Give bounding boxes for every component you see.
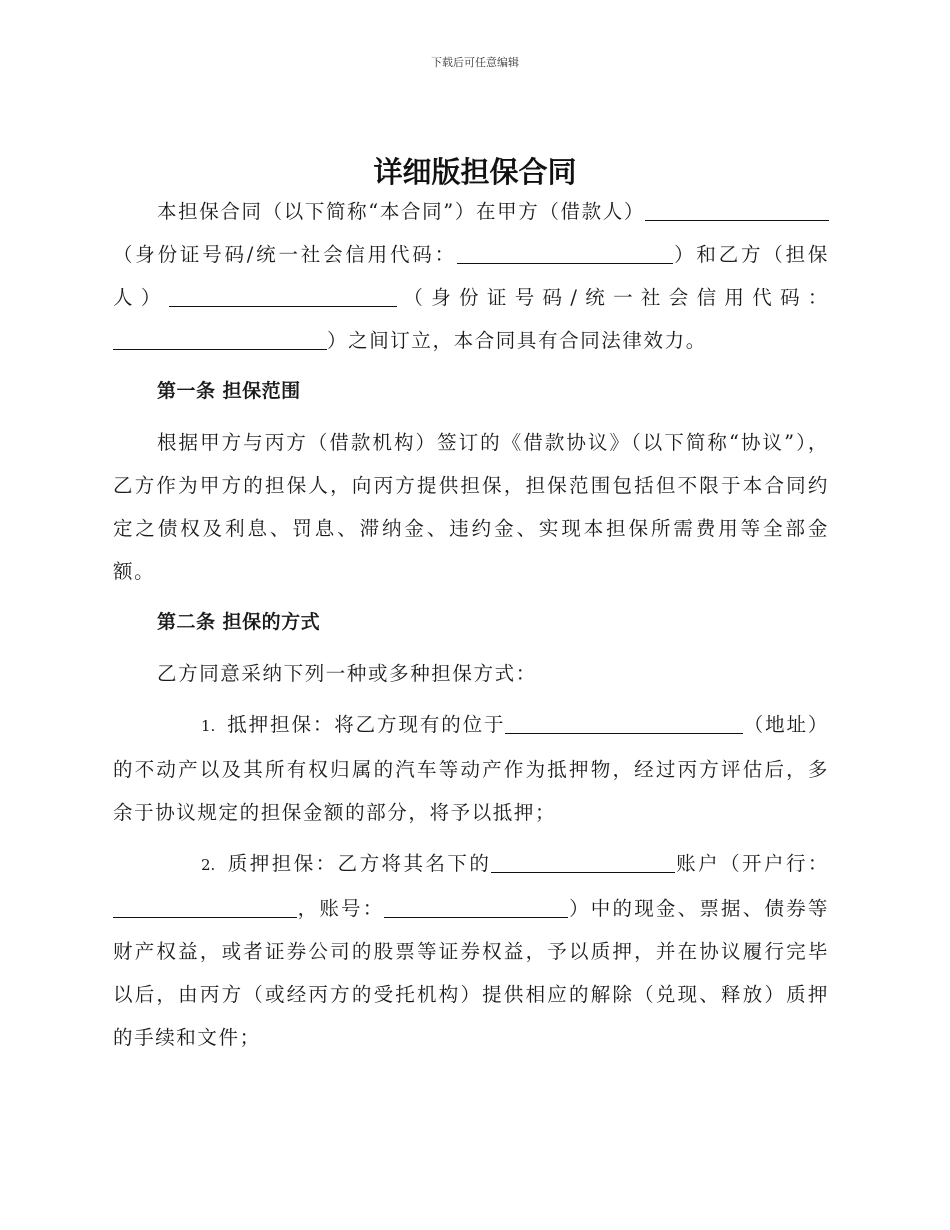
party-a-id-blank[interactable] — [457, 243, 673, 264]
article-1-body: 根据甲方与丙方（借款机构）签订的《借款协议》（以下简称“协议”），乙方作为甲方的担保人，向丙方提供担保，担保范围包括但不限于本合同约定之债权及利息、罚息、滞纳金、违约金、实现本担保所需费用等全部金额。 — [113, 431, 829, 583]
article-2-heading: 第二条 担保的方式 — [157, 611, 321, 633]
article-1-heading: 第一条 担保范围 — [157, 380, 301, 402]
party-b-name-blank[interactable] — [169, 286, 397, 307]
item-2-text-1: 质押担保：乙方将其名下的 — [227, 852, 492, 875]
document-body — [113, 190, 829, 1059]
item-2-number: 2. — [201, 856, 216, 874]
item-1-text-1: 抵押担保：将乙方现有的位于 — [227, 713, 506, 736]
item-2-text-2: 账户（开户行： — [675, 852, 829, 875]
account-number-blank[interactable] — [384, 897, 568, 918]
item-2-text-4: ）中的现金、票据、债券等财产权益，或者证券公司的股票等证券权益，予以质押，并在协议履行完毕以后，由丙方（或经丙方的受托机构）提供相应的解除（兑现、释放）质押的手续和文件； — [113, 897, 830, 1049]
article-2-item-2 — [113, 842, 829, 1059]
intro-text-5: ）之间订立，本合同具有合同法律效力。 — [327, 329, 707, 352]
article-2-item-1 — [113, 703, 829, 834]
item-2-text-3: ，账号： — [297, 897, 385, 920]
account-name-blank[interactable] — [491, 852, 675, 873]
header-note: 下载后可任意编辑 — [431, 56, 519, 69]
document-title: 详细版担保合同 — [373, 155, 577, 189]
party-b-id-blank[interactable] — [113, 329, 327, 350]
item-1-text-2: （地址）的不动产以及其所有权归属的汽车等动产作为抵押物，经过丙方评估后，多余于协议规定的担保金额的部分，将予以抵押； — [113, 713, 829, 824]
collateral-address-blank[interactable] — [505, 713, 743, 734]
party-a-name-blank[interactable] — [645, 200, 829, 221]
bank-name-blank[interactable] — [113, 897, 297, 918]
intro-paragraph — [113, 190, 829, 362]
article-2-lead: 乙方同意采纳下列一种或多种担保方式： — [157, 662, 537, 685]
intro-text-4: （身份证号码/统一社会信用代码： — [396, 286, 830, 309]
intro-text-3: ）和乙方（担保人） — [113, 243, 829, 309]
intro-text-2: （身份证号码/统一社会信用代码： — [113, 243, 457, 266]
item-1-number: 1. — [201, 717, 216, 735]
intro-text-1: 本担保合同（以下简称“本合同”）在甲方（借款人） — [157, 200, 645, 223]
